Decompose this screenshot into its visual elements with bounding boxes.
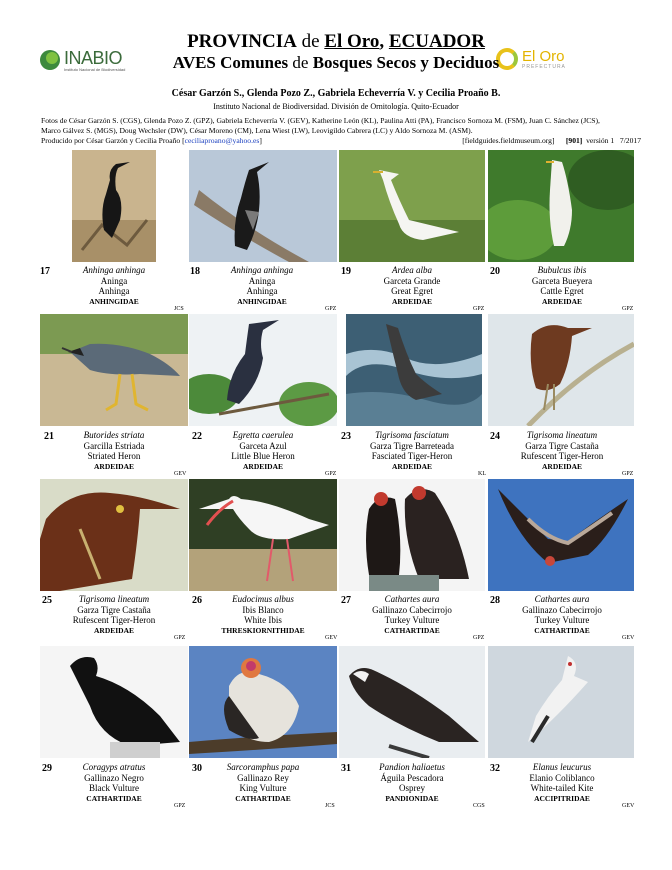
family-name: ARDEIDAE [242,461,283,471]
species-caption [488,265,636,307]
photo-25 [40,479,188,591]
spanish-name: Gallinazo Cabecirrojo [522,604,602,615]
species-number: 18 [190,266,200,277]
spanish-name: Garza Tigre Castaña [77,604,151,615]
photo-17 [72,150,156,262]
spanish-name: Aninga [248,275,276,286]
species-number: 21 [44,431,54,442]
subtitle-aves: AVES Comunes [172,53,289,72]
photo-credit: GPZ [473,306,485,312]
species-number: 17 [40,266,50,277]
family-name: ARDEIDAE [541,461,582,471]
english-name: Turkey Vulture [534,615,590,625]
family-name: ARDEIDAE [93,461,134,471]
date: 7/2017 [619,136,641,145]
species-caption [488,430,636,472]
species-number: 27 [341,595,351,606]
species-caption [40,762,188,804]
subtitle-de: de [288,53,313,72]
scientific-name: Butorides striata [83,430,145,440]
photo-credit: GPZ [473,635,485,641]
inabio-logo-subtext: Instituto Nacional de Biodiversidad [64,66,126,72]
photo-26 [189,479,337,591]
spanish-name: Ibis Blanco [242,604,284,615]
english-name: Cattle Egret [540,286,584,296]
species-caption [40,430,188,472]
english-name: Little Blue Heron [231,451,295,461]
species-caption [338,430,486,472]
page-subtitle [0,53,672,73]
species-caption [40,594,188,636]
family-name: ARDEIDAE [391,296,432,306]
family-name: THRESKIORNITHIDAE [221,625,305,635]
species-caption [189,594,337,636]
photo-credit: JCS [325,803,335,809]
credits-line-2: Marco Gálvez S. (MGS), Doug Wechsler (DW), César Moreno (CM), Lena Wiest (LW), Leovigildo Cabrera (LC) y Aldo Sornoza M. (ASM). [41,126,473,135]
scientific-name: Ardea alba [392,265,432,275]
species-caption [338,265,486,307]
species-number: 26 [192,595,202,606]
spanish-name: Garceta Azul [239,440,287,451]
contact-email-link[interactable]: ceciliaproano@yahoo.es [184,136,260,145]
photo-19 [339,150,485,262]
species-number: 30 [192,763,202,774]
family-name: ARDEIDAE [391,461,432,471]
photo-29 [40,646,188,758]
species-number: 28 [490,595,500,606]
spanish-name: Garceta Grande [383,275,441,286]
family-name: CATHARTIDAE [534,625,590,635]
photo-credit: GEV [325,635,338,641]
photo-credits [41,116,641,146]
family-name: ARDEIDAE [93,625,134,635]
scientific-name: Tigrisoma fasciatum [375,430,449,440]
subtitle-habitat: Bosques Secos y Deciduos [312,53,500,72]
photo-32 [488,646,634,758]
english-name: Osprey [399,783,425,793]
photo-24 [488,314,634,426]
species-caption [189,762,337,804]
photo-credit: GEV [174,471,187,477]
english-name: White Ibis [244,615,282,625]
photo-18 [189,150,337,262]
photo-23 [346,314,482,426]
photo-credit: KL [478,471,486,477]
species-number: 25 [42,595,52,606]
scientific-name: Egretta caerulea [232,430,294,440]
english-name: King Vulture [239,783,287,793]
species-number: 31 [341,763,351,774]
spanish-name: Garceta Bueyera [531,275,593,286]
english-name: Rufescent Tiger-Heron [520,451,604,461]
species-caption [488,762,636,804]
english-name: Great Egret [391,286,433,296]
photo-credit: GPZ [174,803,186,809]
english-name: Striated Heron [87,451,141,461]
species-caption [488,594,636,636]
species-number: 24 [490,431,500,442]
english-name: Rufescent Tiger-Heron [72,615,156,625]
english-name: Anhinga [98,286,130,296]
scientific-name: Sarcoramphus papa [226,762,300,772]
scientific-name: Tigrisoma lineatum [526,430,598,440]
spanish-name: Garza Tigre Castaña [525,440,599,451]
page-title [0,31,672,53]
title-de: de [296,31,325,52]
species-caption [189,430,337,472]
family-name: PANDIONIDAE [385,793,439,803]
photo-credit: GPZ [622,471,634,477]
el-oro-logo-text: El Oro [522,47,565,65]
species-number: 23 [341,431,351,442]
spanish-name: Elanio Coliblanco [529,772,595,783]
photo-credit: GPZ [325,471,337,477]
scientific-name: Tigrisoma lineatum [78,594,150,604]
authors: César Garzón S., Glenda Pozo Z., Gabriela Echeverría V. y Cecilia Proaño B. [171,88,501,99]
credits-producer-end: ] [259,136,262,145]
title-province: PROVINCIA [187,31,297,52]
photo-credit: GEV [622,635,635,641]
scientific-name: Anhinga anhinga [82,265,146,275]
title-ecuador: ECUADOR [388,31,485,52]
species-number: 20 [490,266,500,277]
scientific-name: Elanus leucurus [532,762,592,772]
photo-27 [339,479,485,591]
photo-credit: GPZ [174,635,186,641]
species-number: 22 [192,431,202,442]
photo-20 [488,150,634,262]
species-caption [188,265,336,307]
credits-producer: Producido por César Garzón y Cecilia Proaño [ [41,136,185,145]
institution: Instituto Nacional de Biodiversidad. División de Ornitología. Quito-Ecuador [213,102,459,111]
title-comma: , [379,31,389,52]
photo-credit: CGS [473,803,485,809]
species-number: 29 [42,763,52,774]
spanish-name: Garza Tigre Barreteada [370,440,454,451]
english-name: Anhinga [246,286,278,296]
family-name: CATHARTIDAE [86,793,142,803]
scientific-name: Cathartes aura [384,594,440,604]
family-name: CATHARTIDAE [384,625,440,635]
spanish-name: Garcilla Estriada [83,440,145,451]
guide-number: [901] [565,136,583,145]
species-caption [338,594,486,636]
species-number: 19 [341,266,351,277]
spanish-name: Gallinazo Negro [84,772,144,783]
scientific-name: Cathartes aura [534,594,590,604]
photo-31 [339,646,485,758]
spanish-name: Gallinazo Cabecirrojo [372,604,452,615]
family-name: ANHINGIDAE [237,296,287,306]
species-caption [40,265,188,307]
el-oro-logo-subtext: PREFECTURA [522,63,566,70]
english-name: Fasciated Tiger-Heron [371,451,453,461]
photo-21 [40,314,188,426]
family-name: ARDEIDAE [541,296,582,306]
species-caption [338,762,486,804]
photo-22 [189,314,337,426]
photo-28 [488,479,634,591]
spanish-name: Águila Pescadora [380,772,444,783]
family-name: CATHARTIDAE [235,793,291,803]
photo-credit: JCS [174,306,184,312]
photo-30 [189,646,337,758]
english-name: Turkey Vulture [384,615,440,625]
photo-credit: GPZ [622,306,634,312]
scientific-name: Coragyps atratus [82,762,146,772]
title-el-oro: El Oro [324,31,380,52]
family-name: ACCIPITRIDAE [534,793,590,803]
scientific-name: Anhinga anhinga [230,265,294,275]
scientific-name: Eudocimus albus [232,594,294,604]
scientific-name: Pandion haliaetus [379,762,445,772]
photo-credit: GPZ [325,306,337,312]
credits-line-1: Fotos de César Garzón S. (CGS), Glenda Pozo Z. (GPZ), Gabriela Echeverría V. (GEV), Katherine León (KL), Paulina Atti (PA), Francisco Sornoza M. (FSM), Juan C. Sánchez (JCS), [41,116,600,125]
inabio-logo-text: INABIO [64,47,123,68]
species-number: 32 [490,763,500,774]
version: versión 1 [586,136,615,145]
site-link[interactable]: [fieldguides.fieldmuseum.org] [462,136,555,145]
scientific-name: Bubulcus ibis [537,265,587,275]
spanish-name: Aninga [100,275,128,286]
english-name: Black Vulture [88,783,140,793]
photo-credit: GEV [622,803,635,809]
spanish-name: Gallinazo Rey [237,772,289,783]
english-name: White-tailed Kite [530,783,594,793]
family-name: ANHINGIDAE [89,296,139,306]
